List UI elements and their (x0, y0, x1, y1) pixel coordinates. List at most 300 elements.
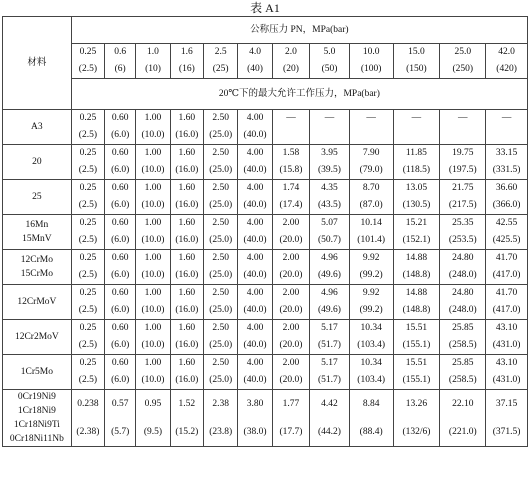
value-bar: (51.7) (318, 375, 341, 385)
pn-bar: (150) (406, 64, 427, 74)
value-mpa: 1.00 (144, 148, 162, 158)
value-bar: (25.0) (209, 305, 233, 315)
value-bar: (197.5) (448, 165, 477, 175)
value-cell (486, 145, 528, 180)
value-bar: (88.4) (359, 427, 383, 437)
value-bar: (10.0) (141, 340, 165, 350)
value-mpa: — (324, 113, 335, 123)
value-bar (310, 127, 349, 144)
value-cell (393, 110, 440, 145)
value-cell (440, 215, 486, 250)
value-cell (486, 215, 528, 250)
value-cell (440, 250, 486, 285)
value-cell (486, 390, 528, 447)
value-cell (203, 250, 237, 285)
value-cell (136, 285, 170, 320)
value-bar: (25.0) (209, 340, 233, 350)
value-cell (272, 390, 309, 447)
value-bar: (15.8) (279, 165, 303, 175)
header-row-pressure (3, 17, 528, 44)
value-mpa: 13.26 (405, 399, 428, 409)
value-cell (393, 355, 440, 390)
value-mpa: 13.05 (405, 183, 428, 193)
value-bar: (2.5) (78, 270, 97, 280)
value-cell (71, 285, 104, 320)
value-cell (71, 355, 104, 390)
pn-mpa: 25.0 (454, 47, 472, 57)
value-cell (203, 215, 237, 250)
value-bar: (155.1) (402, 375, 431, 385)
value-cell (170, 285, 203, 320)
header-row-pn (3, 44, 528, 79)
value-mpa: 15.21 (405, 218, 428, 228)
value-mpa: 11.85 (405, 148, 427, 158)
pn-header-cell (71, 44, 104, 79)
value-mpa: 2.00 (282, 288, 300, 298)
value-cell (272, 250, 309, 285)
value-bar: (10.0) (141, 200, 165, 210)
value-bar: (16.0) (175, 340, 199, 350)
table-row (3, 355, 528, 390)
pn-header-cell (203, 44, 237, 79)
material-cell (3, 355, 72, 390)
value-bar: (50.7) (318, 235, 341, 245)
value-mpa: 1.60 (178, 323, 196, 333)
value-mpa: 0.60 (111, 218, 129, 228)
value-mpa: 2.00 (282, 253, 300, 263)
value-mpa: 14.88 (405, 253, 428, 263)
value-bar: (40.0) (243, 130, 267, 140)
material-header-label: 材料 (27, 57, 47, 68)
value-cell (136, 320, 170, 355)
value-cell (349, 355, 393, 390)
value-mpa: 14.88 (405, 288, 428, 298)
pn-bar: (100) (360, 64, 382, 74)
material-name: 12CrMo (20, 255, 53, 265)
value-cell (310, 355, 350, 390)
table-row (3, 320, 528, 355)
value-bar: (6.0) (111, 235, 130, 245)
value-cell (272, 215, 309, 250)
value-cell (440, 285, 486, 320)
material-cell (3, 110, 72, 145)
value-bar: (258.5) (448, 340, 477, 350)
value-bar: (20.0) (279, 340, 303, 350)
value-bar: (6.0) (111, 270, 130, 280)
value-cell (71, 110, 104, 145)
value-mpa: 1.60 (178, 148, 196, 158)
value-bar: (2.5) (78, 235, 97, 245)
value-mpa: 0.60 (111, 253, 129, 263)
value-cell (486, 355, 528, 390)
pn-mpa: 5.0 (323, 47, 336, 57)
value-mpa: 4.00 (246, 183, 264, 193)
value-bar: (371.5) (492, 427, 521, 437)
value-bar: (99.2) (359, 270, 383, 280)
pn-mpa: 1.6 (180, 47, 193, 57)
value-mpa: 24.80 (452, 253, 474, 263)
value-mpa: 0.238 (77, 399, 99, 409)
material-cell (3, 320, 72, 355)
value-mpa: 24.80 (452, 288, 474, 298)
pn-bar: (10) (145, 64, 161, 74)
value-cell (310, 390, 350, 447)
value-mpa: 1.60 (178, 253, 196, 263)
value-bar: (425.5) (492, 235, 521, 245)
value-cell (136, 180, 170, 215)
value-cell (203, 180, 237, 215)
pn-header-cell (486, 44, 528, 79)
value-mpa: 4.42 (321, 399, 338, 409)
value-cell (71, 320, 104, 355)
value-mpa: 4.00 (246, 148, 264, 158)
table-row (3, 110, 528, 145)
value-mpa: 1.00 (144, 183, 162, 193)
value-mpa: 10.34 (360, 358, 382, 368)
value-mpa: 1.60 (178, 358, 196, 368)
value-cell (105, 215, 136, 250)
value-mpa: 0.60 (111, 148, 129, 158)
value-cell (486, 285, 528, 320)
value-cell (105, 285, 136, 320)
value-bar: (6.0) (111, 375, 130, 385)
value-bar: (366.0) (492, 200, 521, 210)
value-cell (440, 145, 486, 180)
pn-bar: (250) (452, 64, 474, 74)
value-mpa: 25.85 (452, 358, 474, 368)
value-mpa: 9.92 (362, 288, 380, 298)
value-cell (486, 180, 528, 215)
value-mpa: 0.60 (111, 113, 129, 123)
value-mpa: 5.07 (321, 218, 338, 228)
value-mpa: 8.70 (362, 183, 380, 193)
value-mpa: 15.51 (405, 323, 428, 333)
value-bar: (10.0) (141, 165, 165, 175)
value-cell (170, 215, 203, 250)
value-mpa: 0.25 (79, 253, 97, 263)
value-cell (486, 110, 528, 145)
material-cell (3, 145, 72, 180)
value-bar: (79.0) (359, 165, 383, 175)
value-bar: (16.0) (175, 165, 199, 175)
pn-header-cell (310, 44, 350, 79)
value-cell (238, 320, 272, 355)
value-bar: (16.0) (175, 200, 199, 210)
value-mpa: 2.50 (212, 358, 229, 368)
value-bar: (25.0) (209, 165, 233, 175)
value-mpa: 9.92 (362, 253, 380, 263)
value-bar: (2.5) (78, 165, 97, 175)
value-cell (440, 110, 486, 145)
value-mpa: 4.96 (321, 288, 338, 298)
value-mpa: 1.60 (178, 288, 196, 298)
value-mpa: 0.60 (111, 288, 129, 298)
value-cell (238, 110, 272, 145)
value-mpa: 33.15 (495, 148, 518, 158)
pn-bar: (420) (496, 64, 517, 74)
value-mpa: 5.17 (321, 323, 338, 333)
pn-mpa: 42.0 (498, 47, 515, 57)
value-bar: (9.5) (143, 427, 163, 437)
value-bar: (43.5) (318, 200, 341, 210)
value-cell (440, 390, 486, 447)
value-cell (272, 285, 309, 320)
value-cell (170, 145, 203, 180)
value-bar: (155.1) (402, 340, 431, 350)
value-mpa: 8.84 (362, 399, 380, 409)
table-row (3, 285, 528, 320)
value-mpa: 4.00 (246, 253, 264, 263)
value-cell (136, 390, 170, 447)
value-bar: (25.0) (209, 235, 233, 245)
value-bar: (6.0) (111, 130, 130, 140)
value-cell (105, 110, 136, 145)
value-cell (393, 250, 440, 285)
material-cell (3, 390, 72, 447)
value-cell (272, 110, 309, 145)
value-cell (136, 110, 170, 145)
value-cell (272, 355, 309, 390)
material-name: 16Mn (25, 220, 49, 230)
table-row (3, 390, 528, 447)
value-cell (170, 390, 203, 447)
value-bar: (25.0) (209, 130, 233, 140)
value-cell (310, 320, 350, 355)
value-cell (486, 250, 528, 285)
pn-mpa: 0.6 (114, 47, 127, 57)
value-bar: (51.7) (318, 340, 341, 350)
value-bar: (6.0) (111, 165, 130, 175)
value-bar: (25.0) (209, 200, 233, 210)
value-bar: (132/6) (402, 427, 431, 437)
value-cell (238, 250, 272, 285)
value-bar: (248.0) (448, 305, 477, 315)
value-mpa: 3.80 (246, 399, 264, 409)
value-bar: (20.0) (279, 235, 303, 245)
value-cell (136, 215, 170, 250)
value-bar: (87.0) (359, 200, 383, 210)
value-cell (238, 145, 272, 180)
pn-bar: (16) (178, 64, 195, 74)
value-cell (136, 250, 170, 285)
value-mpa: 0.60 (111, 183, 129, 193)
pn-header-cell (272, 44, 309, 79)
value-mpa: 1.52 (178, 399, 196, 409)
value-mpa: — (286, 113, 296, 123)
value-bar: (38.0) (243, 427, 267, 437)
value-bar: (16.0) (175, 375, 199, 385)
value-cell (71, 250, 104, 285)
value-mpa: 43.10 (495, 358, 518, 368)
table-row (3, 215, 528, 250)
value-cell (170, 320, 203, 355)
value-cell (310, 110, 350, 145)
value-bar (440, 127, 485, 144)
value-bar: (44.2) (318, 427, 341, 437)
value-bar (350, 127, 393, 144)
value-mpa: 19.75 (452, 148, 474, 158)
value-bar: (40.0) (243, 270, 267, 280)
value-mpa: 4.00 (246, 358, 264, 368)
pn-mpa: 1.0 (147, 47, 159, 57)
value-mpa: 1.77 (282, 399, 300, 409)
value-bar: (25.0) (209, 270, 233, 280)
value-bar: (15.2) (175, 427, 199, 437)
value-bar: (2.5) (78, 375, 97, 385)
value-mpa: 0.25 (79, 148, 97, 158)
value-cell (203, 320, 237, 355)
value-cell (349, 145, 393, 180)
table-row (3, 145, 528, 180)
pn-bar: (6) (114, 64, 126, 74)
value-mpa: 10.34 (360, 323, 382, 333)
material-name: 20 (32, 157, 42, 167)
value-mpa: 41.70 (495, 288, 518, 298)
value-mpa: 1.00 (144, 253, 162, 263)
pn-header-cell (349, 44, 393, 79)
pn-header-cell (393, 44, 440, 79)
value-bar: (2.5) (78, 200, 97, 210)
value-mpa: 41.70 (495, 253, 518, 263)
value-cell (349, 180, 393, 215)
value-bar: (2.38) (76, 427, 100, 437)
value-mpa: 42.55 (495, 218, 518, 228)
value-mpa: 0.25 (79, 358, 97, 368)
value-cell (71, 390, 104, 447)
value-mpa: 2.50 (212, 113, 229, 123)
value-bar: (49.6) (318, 270, 341, 280)
value-mpa: — (458, 113, 468, 123)
value-bar: (248.0) (448, 270, 477, 280)
value-cell (203, 285, 237, 320)
pn-bar: (25) (212, 64, 229, 74)
value-bar: (417.0) (492, 270, 521, 280)
value-bar: (152.1) (402, 235, 431, 245)
value-cell (136, 355, 170, 390)
value-cell (393, 145, 440, 180)
value-bar (394, 127, 440, 144)
table-title: 表 A1 (250, 1, 280, 15)
material-name: 12CrMoV (17, 297, 57, 307)
value-bar: (417.0) (492, 305, 521, 315)
value-cell (393, 285, 440, 320)
pn-bar: (2.5) (78, 64, 97, 74)
material-name: 1Cr18Ni9Ti (13, 420, 60, 430)
value-cell (105, 180, 136, 215)
value-mpa: 0.60 (111, 358, 129, 368)
value-mpa: 1.60 (178, 113, 196, 123)
value-bar: (40.0) (243, 165, 267, 175)
value-mpa: 0.25 (79, 183, 97, 193)
value-bar: (40.0) (243, 340, 267, 350)
pn-mpa: 15.0 (408, 47, 425, 57)
value-mpa: 25.85 (452, 323, 474, 333)
value-mpa: 10.14 (360, 218, 382, 228)
value-bar: (103.4) (357, 375, 385, 385)
pressure-header (71, 17, 527, 44)
value-cell (105, 250, 136, 285)
value-mpa: 4.00 (246, 218, 264, 228)
value-bar: (99.2) (359, 305, 383, 315)
pressure-table (2, 16, 528, 447)
value-mpa: 2.00 (282, 358, 300, 368)
value-cell (310, 145, 350, 180)
value-mpa: 7.90 (362, 148, 380, 158)
value-cell (349, 215, 393, 250)
material-name: 1Cr5Mo (20, 367, 53, 377)
value-mpa: 0.57 (111, 399, 129, 409)
value-cell (238, 390, 272, 447)
pn-header-cell (170, 44, 203, 79)
value-bar: (10.0) (141, 375, 165, 385)
value-bar: (17.4) (279, 200, 303, 210)
value-bar: (20.0) (279, 305, 303, 315)
value-bar: (148.8) (402, 270, 431, 280)
value-cell (310, 285, 350, 320)
material-cell (3, 180, 72, 215)
value-mpa: 1.00 (144, 113, 162, 123)
value-bar: (40.0) (243, 235, 267, 245)
value-cell (105, 355, 136, 390)
value-mpa: 2.50 (212, 218, 229, 228)
value-cell (393, 320, 440, 355)
value-mpa: — (501, 113, 512, 123)
material-cell (3, 250, 72, 285)
temp-header (71, 79, 527, 110)
value-mpa: 25.35 (452, 218, 474, 228)
value-bar: (253.5) (448, 235, 477, 245)
value-cell (105, 320, 136, 355)
value-cell (203, 355, 237, 390)
value-mpa: 3.95 (321, 148, 338, 158)
value-bar: (25.0) (209, 375, 233, 385)
value-bar: (39.5) (318, 165, 341, 175)
value-cell (349, 285, 393, 320)
value-cell (71, 180, 104, 215)
value-mpa: 4.00 (246, 323, 264, 333)
value-mpa: 1.00 (144, 288, 162, 298)
value-mpa: 0.60 (111, 323, 129, 333)
value-cell (105, 390, 136, 447)
material-name: 25 (32, 192, 42, 202)
value-cell (349, 320, 393, 355)
value-cell (310, 180, 350, 215)
pn-bar: (40) (247, 64, 263, 74)
value-cell (440, 180, 486, 215)
value-bar: (331.5) (492, 165, 521, 175)
material-name: 15CrMo (20, 269, 53, 279)
value-mpa: 4.00 (246, 288, 264, 298)
value-mpa: 2.50 (212, 288, 229, 298)
value-cell (310, 250, 350, 285)
value-cell (238, 285, 272, 320)
material-cell (3, 215, 72, 250)
value-bar: (16.0) (175, 130, 199, 140)
pn-mpa: 2.0 (285, 47, 297, 57)
value-mpa: 0.25 (79, 113, 97, 123)
value-mpa: — (366, 113, 376, 123)
value-cell (71, 215, 104, 250)
value-bar: (10.0) (141, 130, 165, 140)
value-bar: (16.0) (175, 270, 199, 280)
value-bar: (16.0) (175, 305, 199, 315)
value-cell (486, 320, 528, 355)
value-mpa: 15.51 (405, 358, 428, 368)
value-mpa: 36.60 (495, 183, 518, 193)
material-name: 0Cr19Ni9 (17, 392, 56, 402)
value-cell (349, 390, 393, 447)
value-cell (170, 355, 203, 390)
